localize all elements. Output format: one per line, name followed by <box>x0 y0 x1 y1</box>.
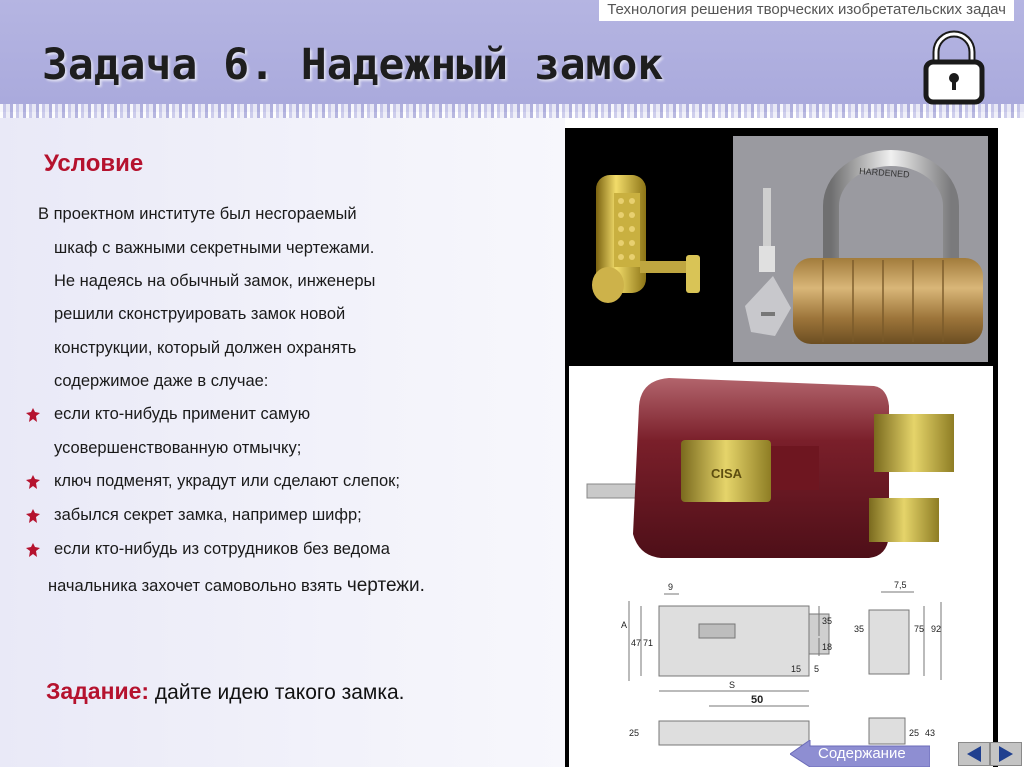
condition-line: содержимое даже в случае: <box>54 372 269 390</box>
bullet-text: если кто-нибудь из сотрудников без ведома <box>54 540 390 558</box>
lock-icon <box>922 30 986 106</box>
condition-line: В проектном институте был несгораемый <box>38 205 357 223</box>
task-statement <box>46 678 405 705</box>
bullet-text: усовершенствованную отмычку; <box>54 439 302 457</box>
dimension-label: 5 <box>814 664 820 674</box>
task-text: дайте идею такого замка. <box>149 681 405 704</box>
bullet-text-part: начальника захочет самовольно взять <box>48 577 347 595</box>
subject-caption: Технология решения творческих изобретательских задач <box>599 0 1014 21</box>
drawing-panel <box>569 366 993 767</box>
next-slide-button[interactable] <box>990 742 1022 766</box>
dimension-label: 18 <box>822 642 833 652</box>
header-strip <box>0 104 1024 118</box>
slide-title: Задача 6. Надежный замок <box>42 40 664 90</box>
dimension-label: 92 <box>931 624 942 634</box>
dimension-label: 15 <box>791 664 802 674</box>
condition-line: шкаф с важными секретными чертежами. <box>54 239 375 257</box>
dimension-label: A <box>621 620 628 630</box>
padlock-photo <box>733 136 988 362</box>
dimension-label: S <box>729 680 736 690</box>
bullet-text <box>48 575 425 597</box>
dimension-label: 9 <box>668 582 674 592</box>
condition-heading: Условие <box>44 150 144 177</box>
bullet-text: ключ подменят, украдут или сделают слепок; <box>54 472 400 490</box>
dimension-label: 47 <box>631 638 642 648</box>
bullet-icon <box>26 543 40 557</box>
condition-line: решили сконструировать замок новой <box>54 305 346 323</box>
prev-arrow-icon <box>959 743 989 765</box>
prev-slide-button[interactable] <box>958 742 990 766</box>
emphasized-word: чертежи. <box>346 575 425 596</box>
dimension-label: 25 <box>909 728 920 738</box>
dimension-label: 25 <box>629 728 640 738</box>
dimension-label: 75 <box>914 624 925 634</box>
bullet-icon <box>26 408 40 422</box>
task-label: Задание: <box>46 678 150 704</box>
bullet-text: если кто-нибудь применит самую <box>54 405 311 423</box>
condition-line: конструкции, который должен охранять <box>54 339 357 357</box>
dimension-label: 7,5 <box>894 580 907 590</box>
dimension-label: 50 <box>751 694 764 706</box>
bullet-icon <box>26 475 40 489</box>
contents-button-label[interactable]: Содержание <box>818 745 906 762</box>
lock-brand: CISA <box>711 466 743 481</box>
padlock-engraving: HARDENED <box>858 166 910 180</box>
condition-line: Не надеясь на обычный замок, инженеры <box>54 272 376 290</box>
dimension-label: 35 <box>822 616 833 626</box>
dimension-label: 35 <box>854 624 865 634</box>
dimension-label: 43 <box>925 728 936 738</box>
combination-lock-photo <box>578 165 718 315</box>
bullet-icon <box>26 509 40 523</box>
dimension-label: 71 <box>643 638 654 648</box>
next-arrow-icon <box>991 743 1021 765</box>
bullet-text: забылся секрет замка, например шифр; <box>54 506 362 524</box>
